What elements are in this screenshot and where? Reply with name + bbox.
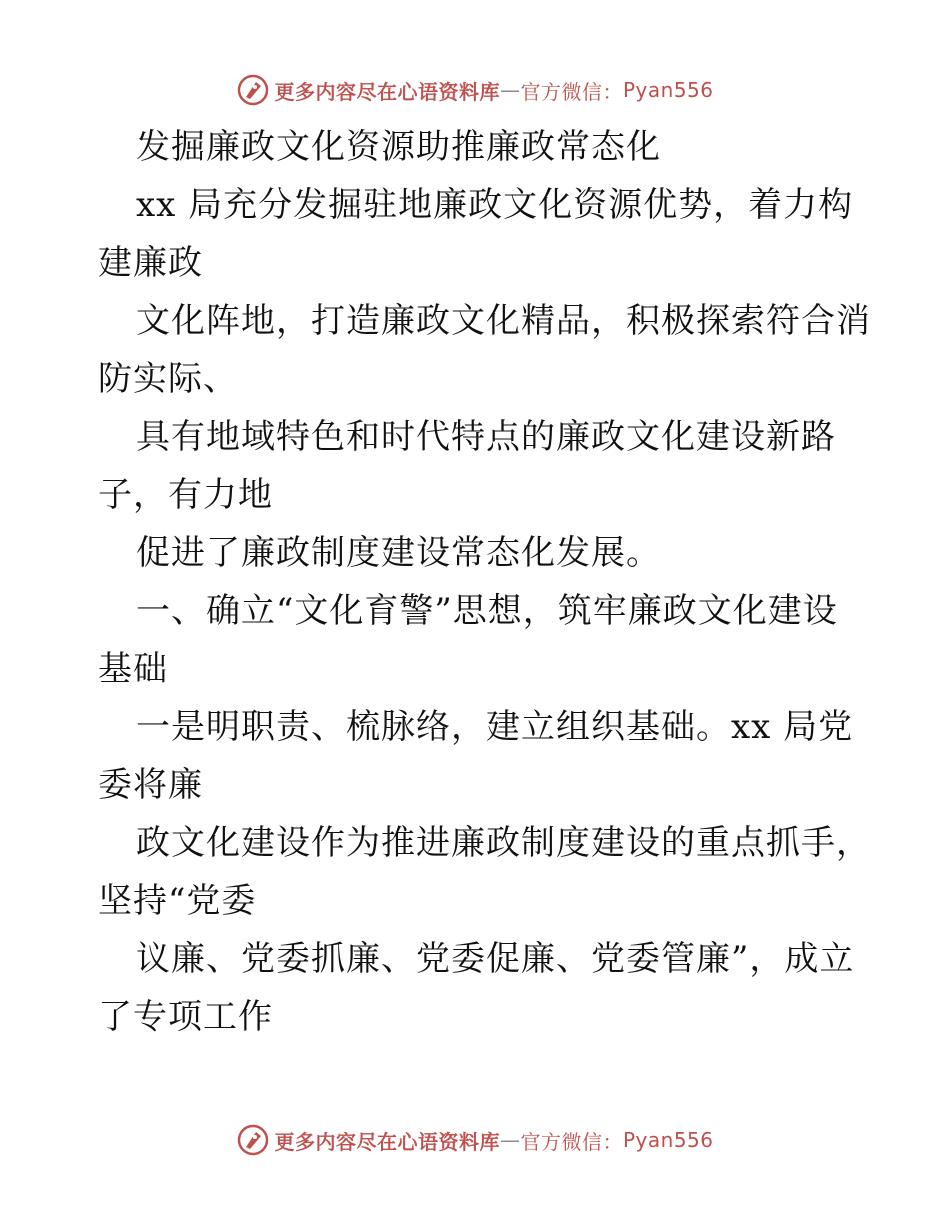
document-body	[98, 118, 878, 1046]
banner-wechat-handle: Pyan556	[622, 1128, 714, 1152]
text-line: 一、确立“文化育警”思想，筑牢廉政文化建设	[136, 591, 838, 631]
banner-wechat-label: 官方微信：	[520, 1129, 623, 1154]
text-line: 发掘廉政文化资源助推廉政常态化	[136, 127, 661, 167]
text-line: 文化阵地，打造廉政文化精品，积极探索符合消	[136, 301, 871, 341]
banner-wechat-handle: Pyan556	[622, 78, 714, 102]
text-line: 坚持“党委	[98, 881, 257, 921]
text-line: 委将廉	[98, 765, 203, 805]
banner-brand: 更多内容尽在心语资料库	[274, 1129, 500, 1154]
banner-dash: —	[499, 1128, 521, 1152]
text-line: 议廉、党委抓廉、党委促廉、党委管廉”，成立	[136, 939, 855, 979]
banner-brand: 更多内容尽在心语资料库	[274, 79, 500, 104]
banner-dash: —	[499, 78, 521, 102]
text-line: 子，有力地	[98, 475, 273, 515]
text-line: 了专项工作	[98, 997, 273, 1037]
text-line: 防实际、	[98, 359, 238, 399]
pen-nib-logo-icon	[236, 73, 270, 107]
pen-nib-logo-icon	[236, 1123, 270, 1157]
text-line: xx 局充分发掘驻地廉政文化资源优势，着力构	[136, 185, 854, 225]
text-line: 建廉政	[98, 243, 203, 283]
header-banner	[0, 70, 950, 110]
text-line: 政文化建设作为推进廉政制度建设的重点抓手，	[136, 823, 871, 863]
text-line: 基础	[98, 649, 168, 689]
text-line: 一是明职责、梳脉络，建立组织基础。xx 局党	[136, 707, 854, 747]
text-line: 具有地域特色和时代特点的廉政文化建设新路	[136, 417, 836, 457]
footer-banner	[0, 1120, 950, 1160]
text-line: 促进了廉政制度建设常态化发展。	[136, 533, 661, 573]
banner-wechat-label: 官方微信：	[520, 79, 623, 104]
